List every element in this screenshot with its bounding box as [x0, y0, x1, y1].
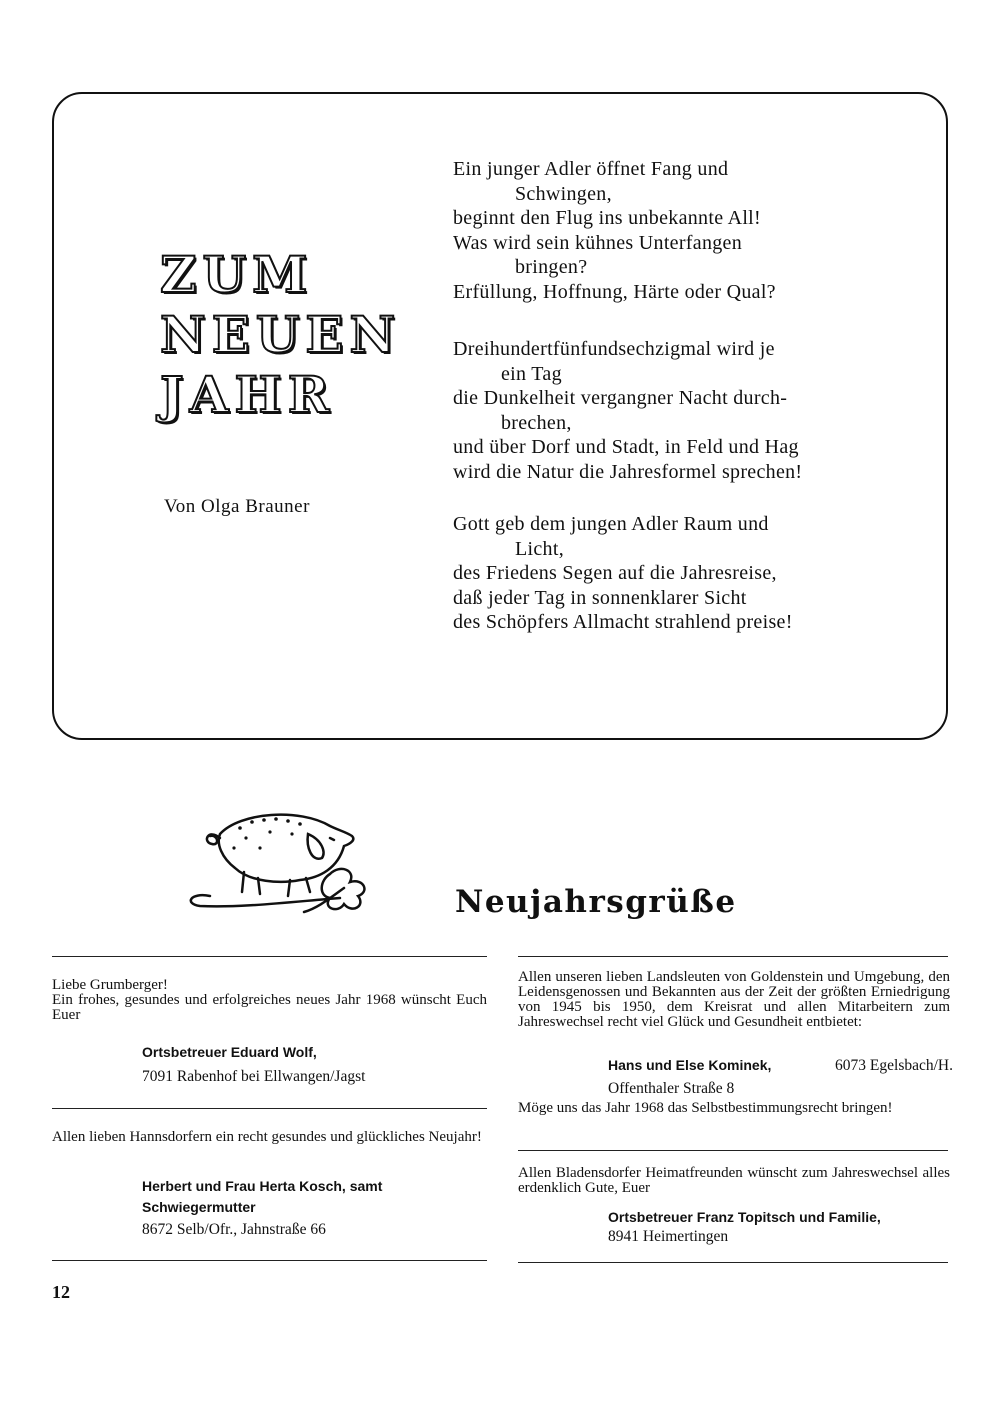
- verse-line: brechen,: [501, 411, 572, 434]
- greeting-salutation: Liebe Grumberger!: [52, 977, 168, 993]
- greeting-signer-row: [608, 1057, 953, 1075]
- greeting-address: 8941 Heimertingen: [608, 1228, 729, 1245]
- verse-line: Licht,: [515, 537, 565, 560]
- divider: [52, 1260, 487, 1261]
- verse-line: des Schöpfers Allmacht strahlend preise!: [453, 611, 793, 633]
- poem-text: [453, 157, 923, 635]
- verse-line: Dreihundertfünfundsechzigmal wird je: [453, 338, 775, 360]
- verse-line: Ein junger Adler öffnet Fang und: [453, 158, 729, 180]
- greeting-text: Ein frohes, gesundes und erfolgreiches neues Jahr 1968 wünscht Euch Euer: [52, 992, 487, 1023]
- divider: [518, 1150, 948, 1151]
- verse-line: Erfüllung, Hoffnung, Härte oder Qual?: [453, 280, 776, 303]
- verse-line: Schwingen,: [515, 182, 612, 205]
- verse-line: Was wird sein kühnes Unterfangen: [453, 231, 743, 254]
- greeting-signer: Herbert und Frau Herta Kosch, samt Schwiegermutter: [142, 1178, 383, 1215]
- stanza-1: [453, 157, 923, 304]
- verse-line: ein Tag: [501, 362, 562, 385]
- greeting-signer: Ortsbetreuer Franz Topitsch und Familie,: [608, 1209, 881, 1225]
- greeting-signer: Hans und Else Kominek,: [608, 1057, 772, 1073]
- greeting-postscript: Möge uns das Jahr 1968 das Selbstbestimmungsrecht bringen!: [518, 1100, 893, 1116]
- verse-line: beginnt den Flug ins unbekannte All!: [453, 207, 761, 229]
- title-line-3: JAHR: [160, 365, 336, 424]
- divider: [518, 1262, 948, 1263]
- section-heading: Neujahrsgrüße: [455, 884, 737, 920]
- greeting-bladensdorf: [518, 1166, 950, 1196]
- verse-line: Gott geb dem jungen Adler Raum und: [453, 513, 769, 535]
- greeting-text: Allen unseren lieben Landsleuten von Goldenstein und Umgebung, den Leidensgenossen und Bekannten aus der Zeit der größten Erniedrigung von 1945 bis 1950, dem Kreisrat und allen Mitarbeitern zum Jahreswechsel recht viel Glück und Gesundheit entbietet:: [518, 969, 950, 1030]
- poem-title: [160, 245, 402, 424]
- greeting-text: Allen lieben Hannsdorfern ein recht gesundes und glückliches Neujahr!: [52, 1129, 482, 1145]
- greeting-text: Allen Bladensdorfer Heimatfreunden wünscht zum Jahreswechsel alles erdenklich Gute, Euer: [518, 1165, 950, 1196]
- title-line-2: NEUEN: [160, 305, 402, 364]
- greeting-signer-address: 6073 Egelsbach/H.: [835, 1057, 953, 1074]
- divider: [518, 956, 948, 957]
- verse-line: daß jeder Tag in sonnenklarer Sicht: [453, 586, 747, 609]
- greeting-signer: Ortsbetreuer Eduard Wolf,: [142, 1044, 317, 1060]
- greeting-address: Offenthaler Straße 8: [608, 1080, 735, 1097]
- stanza-2: [453, 337, 923, 484]
- stanza-3: [453, 512, 923, 635]
- divider: [52, 1108, 487, 1109]
- greeting-hannsdorf: [52, 1130, 487, 1145]
- poem-author: Von Olga Brauner: [164, 496, 310, 517]
- greeting-grumberger: [52, 978, 487, 1023]
- verse-line: und über Dorf und Stadt, in Feld und Hag: [453, 436, 799, 458]
- page-number: 12: [52, 1282, 70, 1302]
- lucky-pig-illustration: [180, 808, 400, 920]
- greeting-address: 7091 Rabenhof bei Ellwangen/Jagst: [142, 1068, 366, 1085]
- title-line-1: ZUM: [160, 245, 314, 304]
- verse-line: die Dunkelheit vergangner Nacht durch-: [453, 387, 788, 409]
- verse-line: bringen?: [515, 256, 588, 278]
- verse-line: des Friedens Segen auf die Jahresreise,: [453, 562, 777, 584]
- greeting-goldenstein: [518, 970, 950, 1030]
- divider: [52, 956, 487, 957]
- verse-line: wird die Natur die Jahresformel sprechen!: [453, 460, 803, 483]
- greeting-address: 8672 Selb/Ofr., Jahnstraße 66: [142, 1221, 326, 1238]
